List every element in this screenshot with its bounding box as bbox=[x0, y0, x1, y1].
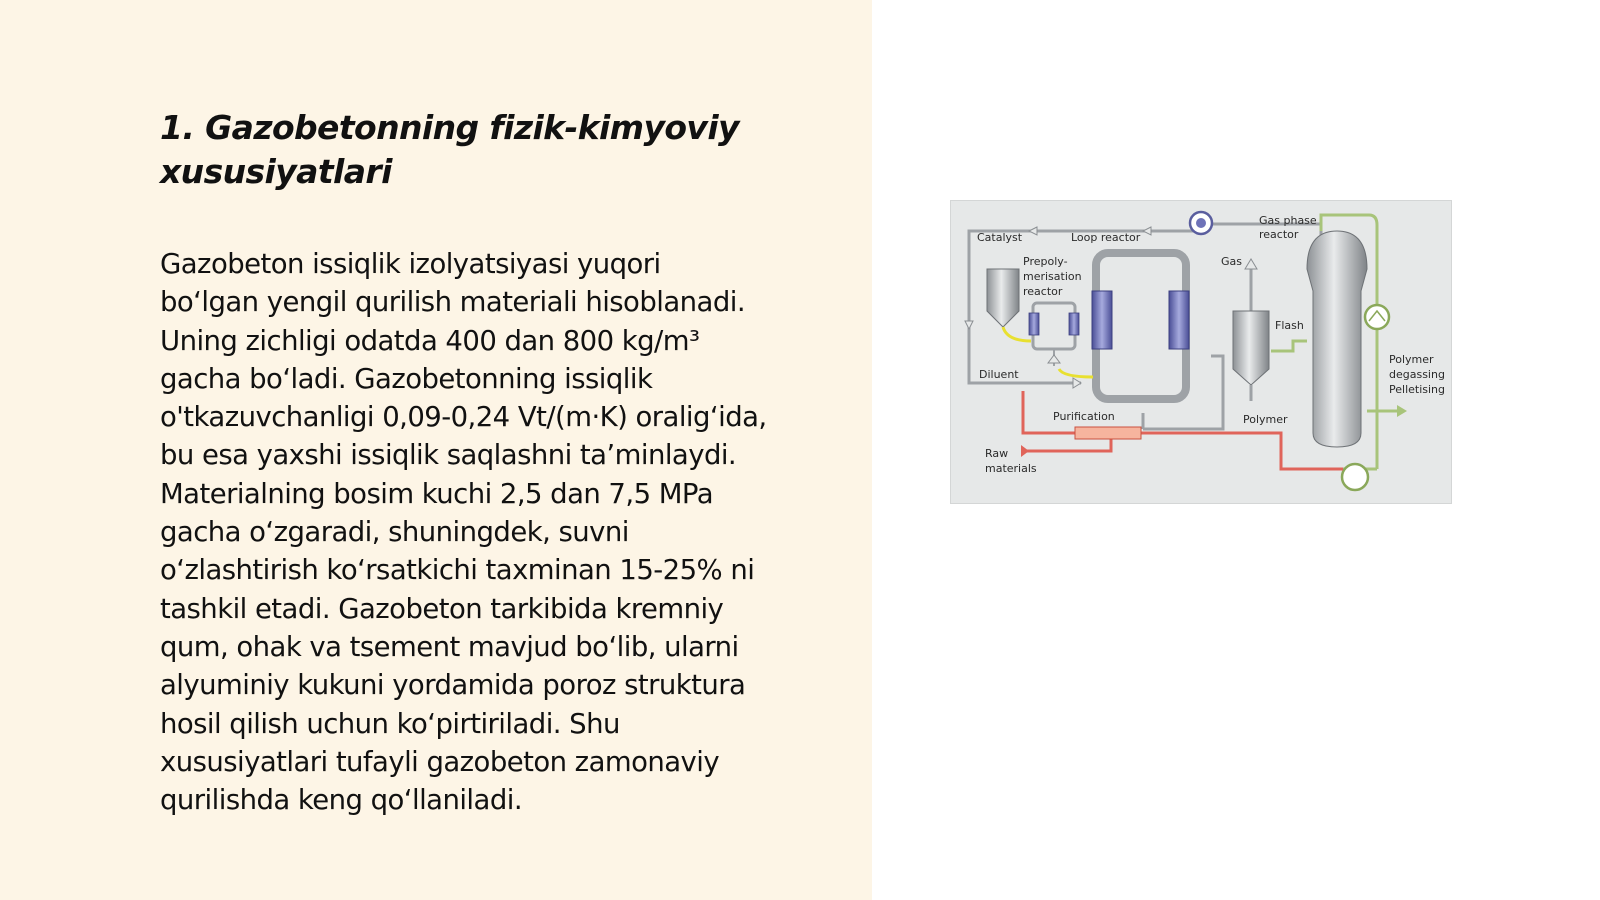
label-prepoly-2: merisation bbox=[1023, 270, 1082, 283]
catalyst-arrow-icon bbox=[1029, 227, 1037, 235]
slide-title: 1. Gazobetonning fizik-kimyoviy xususiyatlari bbox=[160, 108, 739, 191]
flash-vessel bbox=[1233, 311, 1269, 385]
gas-arrow-icon bbox=[1245, 259, 1257, 269]
loop-reactor-right-jacket bbox=[1169, 291, 1189, 349]
label-gas-phase-2: reactor bbox=[1259, 228, 1299, 241]
label-degassing-3: Pelletising bbox=[1389, 383, 1445, 396]
label-gas: Gas bbox=[1221, 255, 1242, 268]
prepoly-arrow-icon bbox=[1048, 355, 1060, 363]
label-degassing-2: degassing bbox=[1389, 368, 1445, 381]
label-catalyst: Catalyst bbox=[977, 231, 1023, 244]
prepoly-jacket-left bbox=[1029, 313, 1039, 335]
loop-arrow-icon bbox=[1143, 227, 1151, 235]
loop-reactor-left-jacket bbox=[1092, 291, 1112, 349]
pump-core bbox=[1196, 218, 1206, 228]
gas-phase-reactor bbox=[1307, 231, 1367, 447]
label-loop-reactor: Loop reactor bbox=[1071, 231, 1141, 244]
diluent-arrow-icon bbox=[965, 321, 973, 329]
label-prepoly-3: reactor bbox=[1023, 285, 1063, 298]
raw-materials-arrow bbox=[1021, 445, 1029, 457]
pellet-outlet-arrow bbox=[1397, 405, 1407, 417]
label-flash: Flash bbox=[1275, 319, 1304, 332]
prepoly-jacket-right bbox=[1069, 313, 1079, 335]
label-purification: Purification bbox=[1053, 410, 1115, 423]
catalyst-vessel bbox=[987, 269, 1019, 327]
label-degassing-1: Polymer bbox=[1389, 353, 1434, 366]
slide-body-text: Gazobeton issiqlik izolyatsiyasi yuqori bo‘lgan yengil qurilish materiali hisoblanadi. Uning zichligi odatda 400 dan 800 kg/m³ gacha bo‘ladi. Gazobetonning issiqlik o'tkazuvchanligi 0,09-0,24 Vt/(m·K) oralig‘ida, bu esa yaxshi issiqlik saqlashni ta’minlaydi. Materialning bosim kuchi 2,5 dan 7,5 MPa gacha o‘zgaradi, shuningdek, suvni o‘zlashtirish ko‘rsatkichi taxminan 15-25% ni tashkil etadi. Gazobeton tarkibida kremniy qum, ohak va tsement mavjud bo‘lib, ularni alyuminiy kukuni yordamida poroz struktura hosil qilish uchun ko‘pirtiriladi. Shu xususiyatlari tufayli gazobeton zamonaviy qurilishda keng qo‘llaniladi. bbox=[160, 248, 767, 817]
label-polymer: Polymer bbox=[1243, 413, 1288, 426]
label-raw-2: materials bbox=[985, 462, 1037, 475]
label-diluent: Diluent bbox=[979, 368, 1019, 381]
heat-exchanger-icon bbox=[1365, 305, 1389, 329]
label-gas-phase-1: Gas phase bbox=[1259, 214, 1317, 227]
label-prepoly-1: Prepoly- bbox=[1023, 255, 1068, 268]
purification-unit bbox=[1075, 427, 1141, 439]
process-flow-svg bbox=[951, 201, 1451, 503]
diluent-feed-arrow bbox=[1073, 378, 1081, 388]
process-diagram bbox=[950, 200, 1452, 504]
label-raw-1: Raw bbox=[985, 447, 1009, 460]
compressor-icon bbox=[1342, 464, 1368, 490]
